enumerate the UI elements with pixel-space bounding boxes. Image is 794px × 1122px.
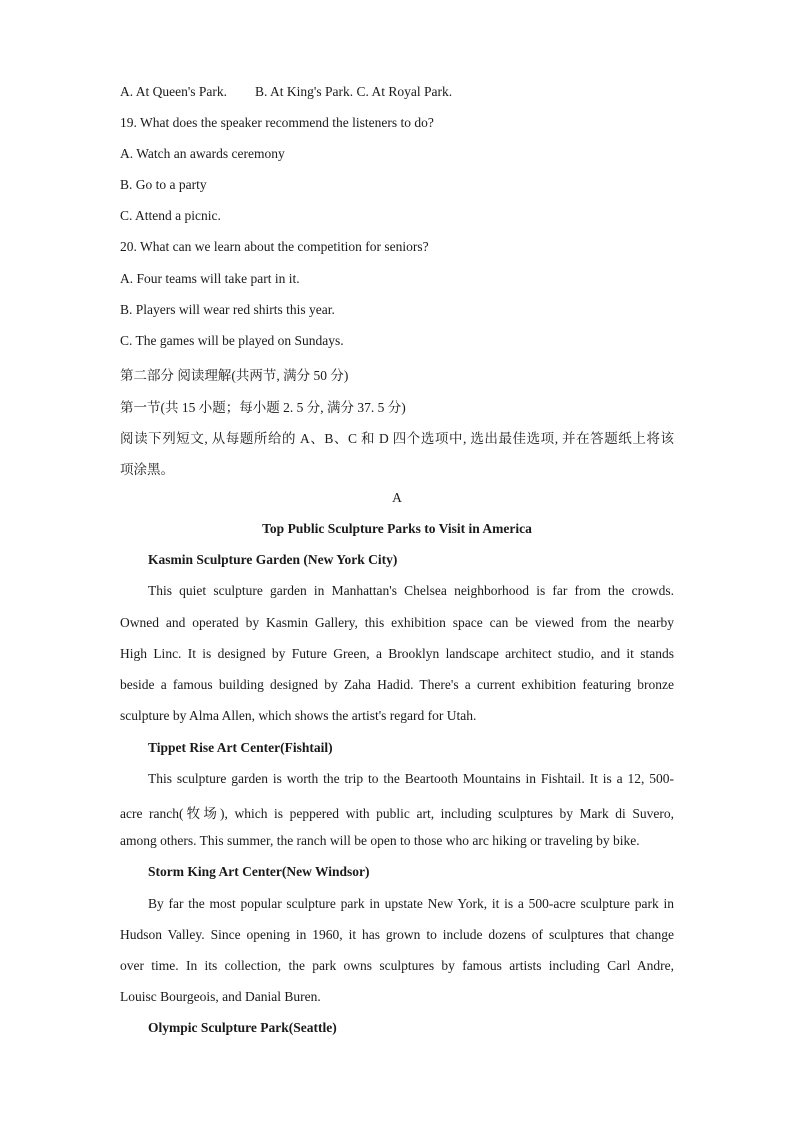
kasmin-line: Owned and operated by Kasmin Gallery, this exhibition space can be viewed from the nearby xyxy=(120,615,674,630)
subsection-title: 第一节(共 15 小题；每小题 2. 5 分, 满分 37. 5 分) xyxy=(120,400,406,415)
q19-option-a: A. Watch an awards ceremony xyxy=(120,146,285,161)
part-title: 第二部分 阅读理解(共两节, 满分 50 分) xyxy=(120,368,349,383)
storm-line: Louisc Bourgeois, and Danial Buren. xyxy=(120,989,321,1004)
kasmin-line: This quiet sculpture garden in Manhattan's Chelsea neighborhood is far from the crowds. xyxy=(148,583,674,598)
kasmin-line: beside a famous building designed by Zaha Hadid. There's a current exhibition featuring bronze xyxy=(120,677,674,692)
storm-heading: Storm King Art Center(New Windsor) xyxy=(148,864,370,879)
instruction-line-2: 项涂黑。 xyxy=(120,462,174,477)
kasmin-line: High Linc. It is designed by Future Green, a Brooklyn landscape architect studio, and it stands xyxy=(120,646,674,661)
q20-option-b: B. Players will wear red shirts this year. xyxy=(120,302,335,317)
tippet-line: This sculpture garden is worth the trip to the Beartooth Mountains in Fishtail. It is a 12, 500- xyxy=(148,771,674,786)
instruction-line-1: 阅读下列短文, 从每题所给的 A、B、C 和 D 四个选项中, 选出最佳选项, 并在答题纸上将该 xyxy=(120,431,674,446)
q20-option-a: A. Four teams will take part in it. xyxy=(120,271,300,286)
passage-label: A xyxy=(392,490,402,505)
kasmin-heading: Kasmin Sculpture Garden (New York City) xyxy=(148,552,398,567)
tippet-line: among others. This summer, the ranch will be open to those who arc hiking or traveling by bike. xyxy=(120,833,640,848)
q19-option-b: B. Go to a party xyxy=(120,177,207,192)
kasmin-line: sculpture by Alma Allen, which shows the artist's regard for Utah. xyxy=(120,708,477,723)
q19-stem: 19. What does the speaker recommend the listeners to do? xyxy=(120,115,434,130)
q19-option-c: C. Attend a picnic. xyxy=(120,208,221,223)
tippet-line: acre ranch(牧场), which is peppered with public art, including sculptures by Mark di Suvero, xyxy=(120,806,674,821)
tippet-heading: Tippet Rise Art Center(Fishtail) xyxy=(148,740,333,755)
q20-stem: 20. What can we learn about the competition for seniors? xyxy=(120,239,429,254)
storm-line: By far the most popular sculpture park in upstate New York, it is a 500-acre sculpture park in xyxy=(148,896,674,911)
olympic-heading: Olympic Sculpture Park(Seattle) xyxy=(148,1020,337,1035)
q20-option-c: C. The games will be played on Sundays. xyxy=(120,333,344,348)
q18-option-a: A. At Queen's Park. xyxy=(120,84,228,99)
passage-title: Top Public Sculpture Parks to Visit in America xyxy=(262,521,532,536)
storm-line: Hudson Valley. Since opening in 1960, it has grown to include dozens of sculptures that change xyxy=(120,927,674,942)
q18-option-bc: B. At King's Park. C. At Royal Park. xyxy=(255,84,453,99)
q18-options xyxy=(120,84,452,100)
storm-line: over time. In its collection, the park owns sculptures by famous artists including Carl Andre, xyxy=(120,958,674,973)
